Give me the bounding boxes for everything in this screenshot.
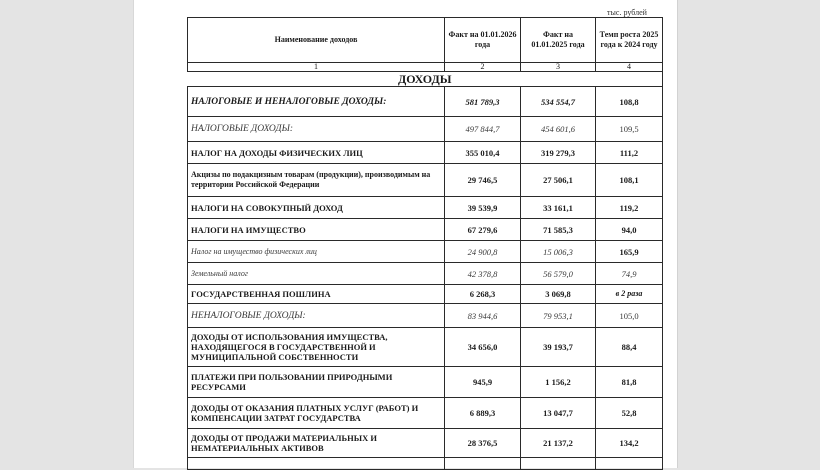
- row-fact-2025: 319 279,3: [521, 142, 596, 164]
- table-row: [188, 285, 663, 304]
- row-name: НАЛОГОВЫЕ И НЕНАЛОГОВЫЕ ДОХОДЫ:: [188, 87, 445, 117]
- table-row: [188, 263, 663, 285]
- row-fact-2026: 39 539,9: [445, 197, 521, 219]
- row-fact-2026: 28 376,5: [445, 429, 521, 458]
- column-number-row: [188, 63, 663, 72]
- row-name: НАЛОГИ НА СОВОКУПНЫЙ ДОХОД: [188, 197, 445, 219]
- row-fact-2026: 497 844,7: [445, 117, 521, 142]
- row-name: ДОХОДЫ ОТ ПРОДАЖИ МАТЕРИАЛЬНЫХ И НЕМАТЕРИАЛЬНЫХ АКТИВОВ: [188, 429, 445, 458]
- row-fact-2025: 71 585,3: [521, 219, 596, 241]
- table-row: [188, 367, 663, 398]
- table-row: [188, 241, 663, 263]
- column-header-growth: Темп роста 2025 года к 2024 году: [596, 18, 663, 63]
- row-fact-2026: 6 889,3: [445, 398, 521, 429]
- table-row: [188, 164, 663, 197]
- revenue-table: [187, 17, 663, 470]
- row-growth: 134,2: [596, 429, 663, 458]
- column-number: 4: [596, 63, 663, 72]
- column-number: 3: [521, 63, 596, 72]
- row-name: ДОХОДЫ ОТ ОКАЗАНИЯ ПЛАТНЫХ УСЛУГ (РАБОТ) И КОМПЕНСАЦИИ ЗАТРАТ ГОСУДАРСТВА: [188, 398, 445, 429]
- row-fact-2026: 83 944,6: [445, 304, 521, 328]
- row-fact-2026: 34 656,0: [445, 328, 521, 367]
- row-fact-2026: 6 268,3: [445, 285, 521, 304]
- row-fact-2026: 355 010,4: [445, 142, 521, 164]
- row-growth: 88,4: [596, 328, 663, 367]
- row-name: ДОХОДЫ ОТ ИСПОЛЬЗОВАНИЯ ИМУЩЕСТВА, НАХОДЯЩЕГОСЯ В ГОСУДАРСТВЕННОЙ И МУНИЦИПАЛЬНОЙ СОБСТВЕННОСТИ: [188, 328, 445, 367]
- row-fact-2025: 56 579,0: [521, 263, 596, 285]
- column-header-fact-2026: Факт на 01.01.2026 года: [445, 18, 521, 63]
- row-growth: 109,5: [596, 117, 663, 142]
- section-title-row: [188, 72, 663, 87]
- row-name: Земельный налог: [188, 263, 445, 285]
- row-name: ГОСУДАРСТВЕННАЯ ПОШЛИНА: [188, 285, 445, 304]
- row-fact-2025: 454 601,6: [521, 117, 596, 142]
- row-fact-2025: 39 193,7: [521, 328, 596, 367]
- table-row: [188, 219, 663, 241]
- units-label: тыс. рублей: [607, 8, 647, 17]
- row-fact-2026: 945,9: [445, 367, 521, 398]
- row-growth: 165,9: [596, 241, 663, 263]
- row-name: НАЛОГИ НА ИМУЩЕСТВО: [188, 219, 445, 241]
- row-fact-2026: 24 900,8: [445, 241, 521, 263]
- section-title: ДОХОДЫ: [188, 72, 663, 87]
- row-growth: 108,8: [596, 87, 663, 117]
- row-growth: 108,1: [596, 164, 663, 197]
- row-fact-2025: 15 006,3: [521, 241, 596, 263]
- row-fact-2025: 33 161,1: [521, 197, 596, 219]
- table-row-partial: [188, 458, 663, 470]
- row-fact-2025: 79 953,1: [521, 304, 596, 328]
- row-fact-2026: 42 378,8: [445, 263, 521, 285]
- row-growth: 81,8: [596, 367, 663, 398]
- row-growth: 105,0: [596, 304, 663, 328]
- row-fact-2025: 27 506,1: [521, 164, 596, 197]
- row-growth: 94,0: [596, 219, 663, 241]
- row-fact-2025: 13 047,7: [521, 398, 596, 429]
- row-growth: 119,2: [596, 197, 663, 219]
- table-header-row: [188, 18, 663, 63]
- table-row: [188, 398, 663, 429]
- column-number: 1: [188, 63, 445, 72]
- table-row: [188, 304, 663, 328]
- table-row: [188, 328, 663, 367]
- row-fact-2025: 534 554,7: [521, 87, 596, 117]
- column-header-fact-2025: Факт на 01.01.2025 года: [521, 18, 596, 63]
- row-fact-2026: 67 279,6: [445, 219, 521, 241]
- row-fact-2026: 581 789,3: [445, 87, 521, 117]
- row-growth: в 2 раза: [596, 285, 663, 304]
- row-growth: 74,9: [596, 263, 663, 285]
- row-fact-2026: 29 746,5: [445, 164, 521, 197]
- row-fact-2025: 21 137,2: [521, 429, 596, 458]
- table-row: [188, 117, 663, 142]
- row-name: НАЛОГОВЫЕ ДОХОДЫ:: [188, 117, 445, 142]
- table-row: [188, 87, 663, 117]
- row-name: Налог на имущество физических лиц: [188, 241, 445, 263]
- column-number: 2: [445, 63, 521, 72]
- table-row: [188, 429, 663, 458]
- row-fact-2025: 1 156,2: [521, 367, 596, 398]
- row-name: НАЛОГ НА ДОХОДЫ ФИЗИЧЕСКИХ ЛИЦ: [188, 142, 445, 164]
- row-growth: 111,2: [596, 142, 663, 164]
- column-header-name: Наименование доходов: [188, 18, 445, 63]
- row-name: Акцизы по подакцизным товарам (продукции), производимым на территории Российской Федерации: [188, 164, 445, 197]
- row-name: НЕНАЛОГОВЫЕ ДОХОДЫ:: [188, 304, 445, 328]
- row-fact-2025: 3 069,8: [521, 285, 596, 304]
- table-row: [188, 142, 663, 164]
- table-row: [188, 197, 663, 219]
- row-name: ПЛАТЕЖИ ПРИ ПОЛЬЗОВАНИИ ПРИРОДНЫМИ РЕСУРСАМИ: [188, 367, 445, 398]
- row-growth: 52,8: [596, 398, 663, 429]
